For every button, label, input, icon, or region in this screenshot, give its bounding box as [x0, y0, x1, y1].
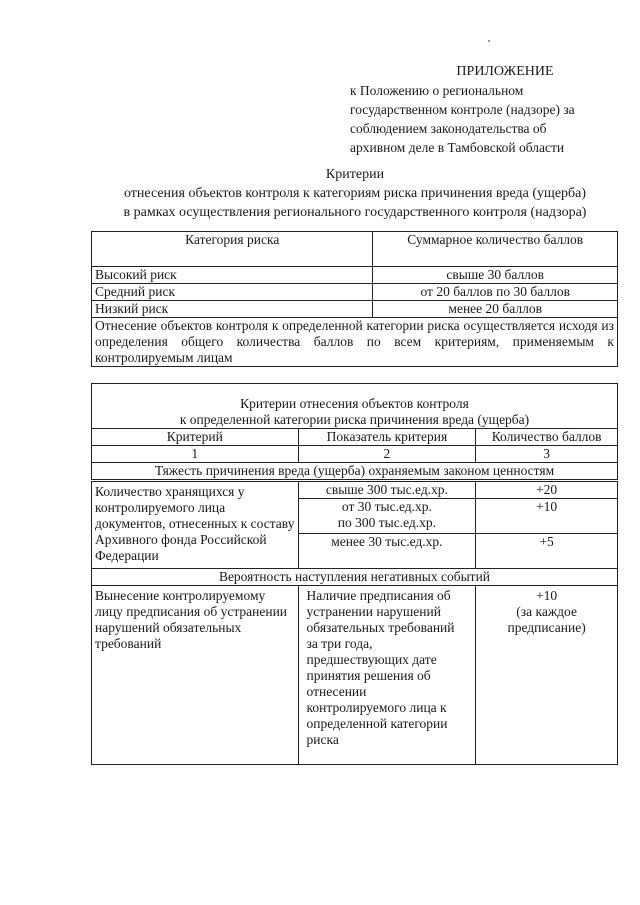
- document-titles: [90, 165, 620, 222]
- points-cell: +10: [476, 499, 618, 534]
- appendix-line: архивном деле в Тамбовской области: [350, 140, 565, 155]
- table-row: [92, 586, 618, 765]
- points-cell: +20: [476, 481, 618, 499]
- risk-category-cell: Средний риск: [92, 284, 373, 301]
- risk-category-cell: Высокий риск: [92, 267, 373, 284]
- risk-points-cell: менее 20 баллов: [373, 301, 618, 318]
- indicator-cell: Наличие предписания об устранении нарушений обязательных требований за три года, предшествующих дате принятия решения об отнесении контролируемого лица к определенной категории риска: [298, 586, 476, 765]
- table-row: [92, 267, 618, 284]
- risk-note: Отнесение объектов контроля к определенной категории риска осуществляется исходя из определения общего количества баллов по всем критериям, применяемым к контролируемым лицам: [92, 318, 618, 367]
- indicator-cell: менее 30 тыс.ед.хр.: [298, 534, 476, 569]
- appendix-header: [350, 62, 620, 157]
- appendix-line: государственном контроле (надзоре) за: [350, 102, 575, 117]
- criteria-table-title: [92, 384, 618, 429]
- table-title-row: [92, 384, 618, 429]
- table-row: [92, 301, 618, 318]
- appendix-line: к Положению о региональном: [350, 83, 524, 98]
- indicator-cell: свыше 300 тыс.ед.хр.: [298, 481, 476, 499]
- scan-speck: [488, 40, 490, 42]
- section-row: [92, 463, 618, 481]
- section-row: [92, 569, 618, 586]
- section-heading: Вероятность наступления негативных событий: [92, 569, 618, 586]
- document-title: Критерии: [325, 167, 385, 182]
- criteria-title-line: к определенной категории риска причинения вреда (ущерба): [179, 412, 530, 427]
- column-header: Количество баллов: [476, 429, 618, 446]
- points-value: +10: [536, 588, 558, 603]
- table-header-row: [92, 429, 618, 446]
- document-subtitle: в рамках осуществления регионального государственного контроля (надзора): [123, 205, 587, 220]
- column-number: 3: [476, 446, 618, 463]
- criterion-cell: Количество хранящихся у контролируемого лица документов, отнесенных к составу Архивного фонда Российской Федерации: [92, 481, 299, 569]
- table-row: [92, 481, 618, 499]
- risk-category-table: [91, 231, 618, 367]
- column-header: Категория риска: [92, 232, 373, 267]
- risk-points-cell: свыше 30 баллов: [373, 267, 618, 284]
- points-cell: [476, 586, 618, 765]
- column-header: Критерий: [92, 429, 299, 446]
- table-row: [92, 284, 618, 301]
- indicator-line: по 300 тыс.ед.хр.: [337, 515, 437, 530]
- appendix-title: ПРИЛОЖЕНИЕ: [456, 64, 554, 79]
- criterion-cell: Вынесение контролируемому лицу предписания об устранении нарушений обязательных требований: [92, 586, 299, 765]
- risk-points-cell: от 20 баллов по 30 баллов: [373, 284, 618, 301]
- column-header: Показатель критерия: [298, 429, 476, 446]
- criteria-title-line: Критерии отнесения объектов контроля: [240, 396, 469, 411]
- indicator-cell: [298, 499, 476, 534]
- column-number: 2: [298, 446, 476, 463]
- points-note: (за каждое предписание): [507, 604, 586, 635]
- table-row: [92, 318, 618, 367]
- table-header-row: [92, 232, 618, 267]
- document-subtitle: отнесения объектов контроля к категориям риска причинения вреда (ущерба): [123, 186, 587, 201]
- risk-category-cell: Низкий риск: [92, 301, 373, 318]
- points-cell: +5: [476, 534, 618, 569]
- section-heading: Тяжесть причинения вреда (ущерба) охраняемым законом ценностям: [92, 463, 618, 481]
- appendix-line: соблюдением законодательства об: [350, 121, 547, 136]
- criteria-table: [91, 383, 618, 765]
- indicator-line: от 30 тыс.ед.хр.: [341, 499, 432, 514]
- column-number-row: [92, 446, 618, 463]
- column-header: Суммарное количество баллов: [373, 232, 618, 267]
- column-number: 1: [92, 446, 299, 463]
